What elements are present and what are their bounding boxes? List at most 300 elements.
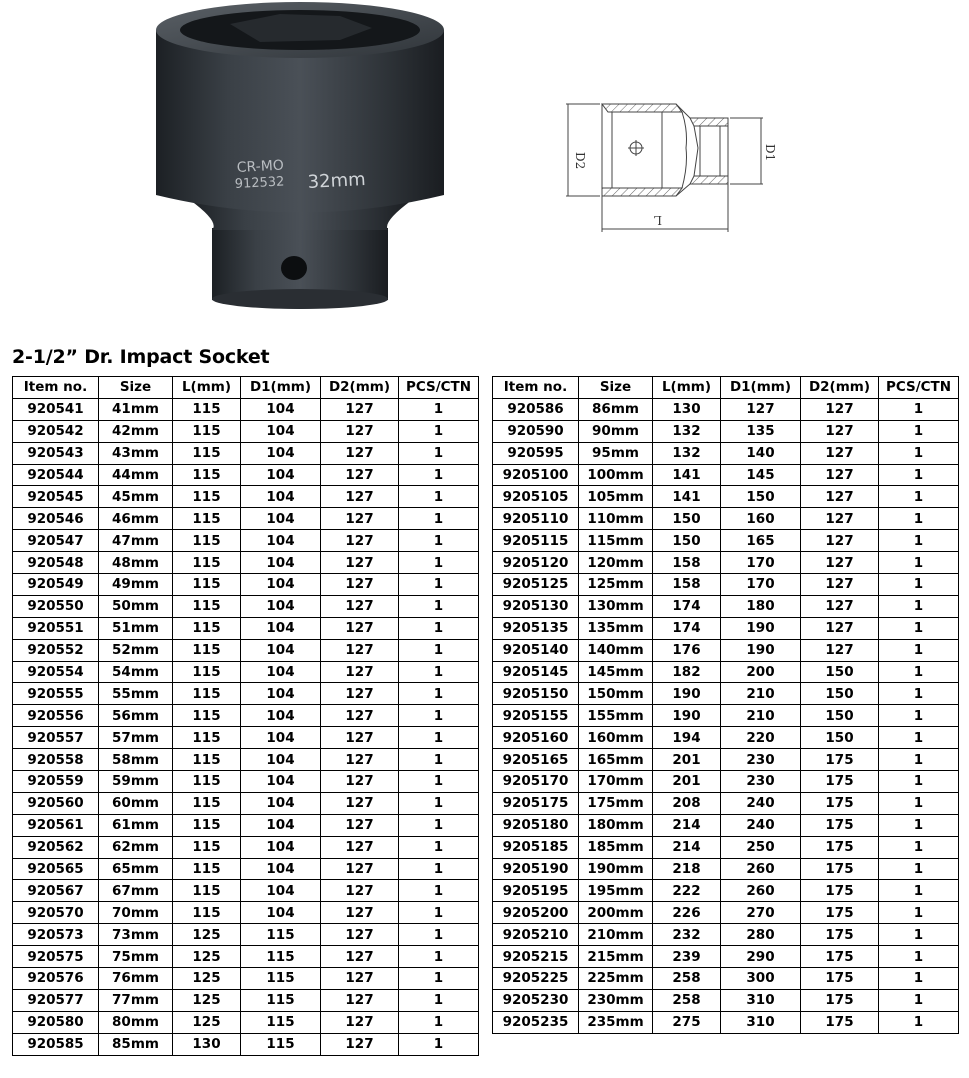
cell-pcs: 1 [879,902,959,924]
cell-item-no: 920548 [13,552,99,574]
table-row [493,858,959,880]
cell-length: 275 [653,1011,721,1033]
col-header-d2: D2(mm) [801,377,879,399]
cell-d1: 310 [721,1011,801,1033]
table-row [493,1011,959,1033]
cell-size: 65mm [99,858,173,880]
cell-d2: 175 [801,968,879,990]
cell-size: 50mm [99,595,173,617]
cell-length: 141 [653,486,721,508]
table-row [493,792,959,814]
cell-size: 160mm [579,727,653,749]
cell-d1: 220 [721,727,801,749]
cell-length: 190 [653,683,721,705]
cell-pcs: 1 [399,902,479,924]
cell-pcs: 1 [399,880,479,902]
cell-item-no: 9205180 [493,814,579,836]
cell-d2: 127 [801,486,879,508]
cell-length: 176 [653,639,721,661]
table-row [493,574,959,596]
table-row [493,836,959,858]
cell-pcs: 1 [399,398,479,420]
cell-length: 115 [173,508,241,530]
impact-socket-photo [150,0,450,318]
cell-item-no: 920559 [13,771,99,793]
cell-d2: 127 [801,595,879,617]
cell-d1: 104 [241,814,321,836]
table-row [13,989,479,1011]
cell-pcs: 1 [879,858,959,880]
cell-length: 130 [173,1033,241,1055]
cell-item-no: 9205155 [493,705,579,727]
cell-size: 47mm [99,530,173,552]
label-d2: D2 [573,152,587,170]
cell-pcs: 1 [879,617,959,639]
cell-item-no: 9205165 [493,749,579,771]
cell-length: 115 [173,552,241,574]
table-row [13,924,479,946]
col-header-l: L(mm) [173,377,241,399]
cell-length: 174 [653,595,721,617]
cell-size: 56mm [99,705,173,727]
cell-pcs: 1 [399,814,479,836]
cell-size: 54mm [99,661,173,683]
cell-size: 60mm [99,792,173,814]
table-row [13,420,479,442]
table-row [13,836,479,858]
cell-d1: 104 [241,639,321,661]
table-row [493,946,959,968]
table-row [493,486,959,508]
cell-length: 158 [653,574,721,596]
cell-d1: 140 [721,442,801,464]
cell-item-no: 9205225 [493,968,579,990]
cell-item-no: 920541 [13,398,99,420]
cell-size: 215mm [579,946,653,968]
cell-d1: 135 [721,420,801,442]
cell-pcs: 1 [399,661,479,683]
cell-size: 44mm [99,464,173,486]
cell-size: 155mm [579,705,653,727]
cell-pcs: 1 [399,705,479,727]
cell-size: 42mm [99,420,173,442]
cell-pcs: 1 [399,792,479,814]
cell-size: 41mm [99,398,173,420]
cell-pcs: 1 [399,1033,479,1055]
cell-d2: 127 [321,1011,399,1033]
cell-size: 165mm [579,749,653,771]
cell-d1: 115 [241,989,321,1011]
cell-size: 170mm [579,771,653,793]
cell-length: 115 [173,639,241,661]
cell-d2: 127 [801,617,879,639]
cell-length: 239 [653,946,721,968]
cell-d2: 127 [321,683,399,705]
cell-d1: 104 [241,683,321,705]
cell-d1: 230 [721,771,801,793]
cell-size: 140mm [579,639,653,661]
cell-size: 175mm [579,792,653,814]
cell-length: 258 [653,968,721,990]
cell-d1: 165 [721,530,801,552]
table-row [493,420,959,442]
cell-item-no: 920573 [13,924,99,946]
cell-length: 115 [173,595,241,617]
cell-pcs: 1 [879,836,959,858]
cell-pcs: 1 [399,924,479,946]
cell-pcs: 1 [879,880,959,902]
cell-size: 110mm [579,508,653,530]
col-header-l: L(mm) [653,377,721,399]
cell-length: 182 [653,661,721,683]
cell-pcs: 1 [399,858,479,880]
cell-pcs: 1 [879,552,959,574]
cell-size: 57mm [99,727,173,749]
cell-item-no: 9205195 [493,880,579,902]
cell-pcs: 1 [399,968,479,990]
cell-pcs: 1 [399,989,479,1011]
cell-item-no: 920570 [13,902,99,924]
photo-code-text: 912532 [234,174,285,192]
cell-d1: 280 [721,924,801,946]
cell-item-no: 9205160 [493,727,579,749]
cell-pcs: 1 [879,595,959,617]
table-row [13,661,479,683]
cell-length: 115 [173,749,241,771]
cell-pcs: 1 [399,639,479,661]
table-row [13,552,479,574]
page-title: 2-1/2” Dr. Impact Socket [12,346,270,368]
table-row [493,968,959,990]
cell-d2: 127 [321,792,399,814]
cell-item-no: 9205145 [493,661,579,683]
cell-length: 115 [173,771,241,793]
cell-pcs: 1 [879,398,959,420]
cell-d1: 127 [721,398,801,420]
table-row [13,946,479,968]
cell-item-no: 9205215 [493,946,579,968]
cell-d1: 104 [241,530,321,552]
col-header-size: Size [99,377,173,399]
cell-d2: 127 [321,749,399,771]
cell-d1: 260 [721,858,801,880]
cell-d2: 150 [801,661,879,683]
cell-length: 115 [173,486,241,508]
table-row [493,508,959,530]
cell-item-no: 920554 [13,661,99,683]
cell-item-no: 920544 [13,464,99,486]
cell-length: 115 [173,683,241,705]
cell-d2: 127 [321,880,399,902]
cell-d1: 230 [721,749,801,771]
table-row [13,792,479,814]
cell-d2: 127 [321,661,399,683]
cell-d2: 127 [321,464,399,486]
cell-d1: 104 [241,792,321,814]
cell-d1: 210 [721,705,801,727]
cell-pcs: 1 [399,464,479,486]
table-row [493,814,959,836]
cell-pcs: 1 [879,771,959,793]
cell-d2: 127 [321,924,399,946]
table-row [493,683,959,705]
cell-d1: 104 [241,836,321,858]
cell-item-no: 920555 [13,683,99,705]
table-row [13,574,479,596]
cell-d1: 104 [241,705,321,727]
cell-d2: 175 [801,924,879,946]
table-row [493,617,959,639]
cell-d2: 127 [321,1033,399,1055]
cell-d1: 190 [721,617,801,639]
cell-d1: 260 [721,880,801,902]
cell-item-no: 920542 [13,420,99,442]
cell-item-no: 9205230 [493,989,579,1011]
table-row [13,530,479,552]
cell-pcs: 1 [879,661,959,683]
cell-length: 150 [653,530,721,552]
cell-pcs: 1 [399,727,479,749]
cell-d2: 127 [801,442,879,464]
table-row [13,683,479,705]
table-row [493,749,959,771]
table-row [13,968,479,990]
spec-table-right [492,376,959,1034]
cell-item-no: 9205130 [493,595,579,617]
cell-item-no: 920547 [13,530,99,552]
cell-pcs: 1 [879,705,959,727]
cell-item-no: 9205185 [493,836,579,858]
cell-item-no: 9205115 [493,530,579,552]
cell-d1: 104 [241,771,321,793]
cell-size: 76mm [99,968,173,990]
cell-d1: 300 [721,968,801,990]
cell-length: 218 [653,858,721,880]
cell-item-no: 9205125 [493,574,579,596]
table-row [13,1011,479,1033]
cell-d2: 175 [801,989,879,1011]
cell-d1: 104 [241,552,321,574]
cell-length: 115 [173,661,241,683]
table-header-row [493,377,959,399]
cell-size: 180mm [579,814,653,836]
cell-length: 115 [173,814,241,836]
cell-item-no: 9205105 [493,486,579,508]
cell-d2: 127 [321,968,399,990]
table-row [493,552,959,574]
cell-length: 214 [653,836,721,858]
cell-pcs: 1 [399,749,479,771]
col-header-d1: D1(mm) [721,377,801,399]
col-header-pcs: PCS/CTN [879,377,959,399]
cell-size: 51mm [99,617,173,639]
cell-d1: 290 [721,946,801,968]
cell-d1: 115 [241,946,321,968]
socket-technical-drawing [548,90,788,240]
cell-d1: 104 [241,858,321,880]
cell-length: 115 [173,880,241,902]
cell-length: 258 [653,989,721,1011]
cell-pcs: 1 [399,574,479,596]
table-row [13,858,479,880]
cell-size: 86mm [579,398,653,420]
cell-d1: 104 [241,661,321,683]
cell-d2: 175 [801,836,879,858]
cell-d1: 104 [241,442,321,464]
cell-length: 115 [173,705,241,727]
cell-size: 58mm [99,749,173,771]
cell-d2: 127 [321,574,399,596]
cell-d1: 104 [241,398,321,420]
table-row [13,639,479,661]
cell-item-no: 9205120 [493,552,579,574]
cell-size: 75mm [99,946,173,968]
col-header-d1: D1(mm) [241,377,321,399]
label-d1: D1 [763,144,777,162]
cell-pcs: 1 [879,946,959,968]
cell-item-no: 920550 [13,595,99,617]
cell-size: 90mm [579,420,653,442]
cell-pcs: 1 [879,420,959,442]
cell-d2: 127 [321,420,399,442]
cell-d2: 175 [801,1011,879,1033]
cell-d2: 127 [321,771,399,793]
cell-length: 190 [653,705,721,727]
cell-pcs: 1 [399,946,479,968]
cell-item-no: 920551 [13,617,99,639]
table-row [493,880,959,902]
cell-d1: 240 [721,792,801,814]
cell-d1: 270 [721,902,801,924]
cell-item-no: 920580 [13,1011,99,1033]
cell-item-no: 920556 [13,705,99,727]
table-row [493,661,959,683]
cell-length: 115 [173,398,241,420]
cell-d2: 127 [801,639,879,661]
cell-length: 115 [173,836,241,858]
table-row [13,486,479,508]
cell-size: 115mm [579,530,653,552]
label-l: L [654,213,662,227]
col-header-d2: D2(mm) [321,377,399,399]
cell-pcs: 1 [399,442,479,464]
cell-d1: 104 [241,464,321,486]
cell-item-no: 9205200 [493,902,579,924]
cell-item-no: 920560 [13,792,99,814]
cell-item-no: 920575 [13,946,99,968]
cell-d2: 127 [801,508,879,530]
cell-pcs: 1 [879,442,959,464]
cell-item-no: 920586 [493,398,579,420]
cell-item-no: 920543 [13,442,99,464]
cell-d2: 175 [801,792,879,814]
cell-d1: 170 [721,552,801,574]
cell-d1: 104 [241,880,321,902]
cell-d1: 104 [241,574,321,596]
cell-d2: 175 [801,946,879,968]
cell-length: 125 [173,1011,241,1033]
table-row [13,749,479,771]
cell-d2: 127 [801,398,879,420]
cell-length: 115 [173,442,241,464]
cell-pcs: 1 [879,464,959,486]
table-row [493,639,959,661]
cell-size: 52mm [99,639,173,661]
cell-size: 85mm [99,1033,173,1055]
table-row [493,924,959,946]
cell-size: 48mm [99,552,173,574]
cell-length: 132 [653,442,721,464]
spec-table-left [12,376,479,1056]
cell-pcs: 1 [879,1011,959,1033]
cell-d1: 104 [241,486,321,508]
table-row [493,530,959,552]
cell-size: 59mm [99,771,173,793]
col-header-item: Item no. [13,377,99,399]
cell-item-no: 920552 [13,639,99,661]
cell-length: 214 [653,814,721,836]
cell-item-no: 920562 [13,836,99,858]
cell-d2: 127 [801,464,879,486]
table-row [493,902,959,924]
cell-d2: 127 [321,617,399,639]
table-row [493,771,959,793]
cell-d1: 145 [721,464,801,486]
table-row [493,595,959,617]
table-row [493,989,959,1011]
cell-item-no: 920585 [13,1033,99,1055]
cell-d2: 127 [321,727,399,749]
cell-size: 55mm [99,683,173,705]
cell-d2: 175 [801,749,879,771]
table-row [13,902,479,924]
cell-pcs: 1 [879,683,959,705]
cell-item-no: 920595 [493,442,579,464]
cell-d2: 127 [321,946,399,968]
cell-item-no: 920545 [13,486,99,508]
cell-d1: 180 [721,595,801,617]
cell-d1: 240 [721,814,801,836]
cell-d1: 115 [241,968,321,990]
table-row [13,727,479,749]
cell-item-no: 920590 [493,420,579,442]
cell-length: 115 [173,420,241,442]
cell-item-no: 920546 [13,508,99,530]
cell-length: 115 [173,617,241,639]
table-row [13,442,479,464]
cell-pcs: 1 [399,530,479,552]
cell-length: 115 [173,902,241,924]
cell-item-no: 9205140 [493,639,579,661]
cell-d1: 104 [241,617,321,639]
cell-pcs: 1 [399,508,479,530]
cell-length: 226 [653,902,721,924]
cell-d1: 170 [721,574,801,596]
cell-d2: 127 [321,442,399,464]
cell-d2: 127 [321,836,399,858]
table-row [13,398,479,420]
cell-item-no: 9205210 [493,924,579,946]
table-row [13,595,479,617]
cell-size: 45mm [99,486,173,508]
cell-item-no: 9205190 [493,858,579,880]
cell-size: 67mm [99,880,173,902]
cell-pcs: 1 [399,617,479,639]
cell-d2: 127 [321,508,399,530]
cell-pcs: 1 [879,639,959,661]
cell-d2: 127 [321,530,399,552]
cell-size: 100mm [579,464,653,486]
